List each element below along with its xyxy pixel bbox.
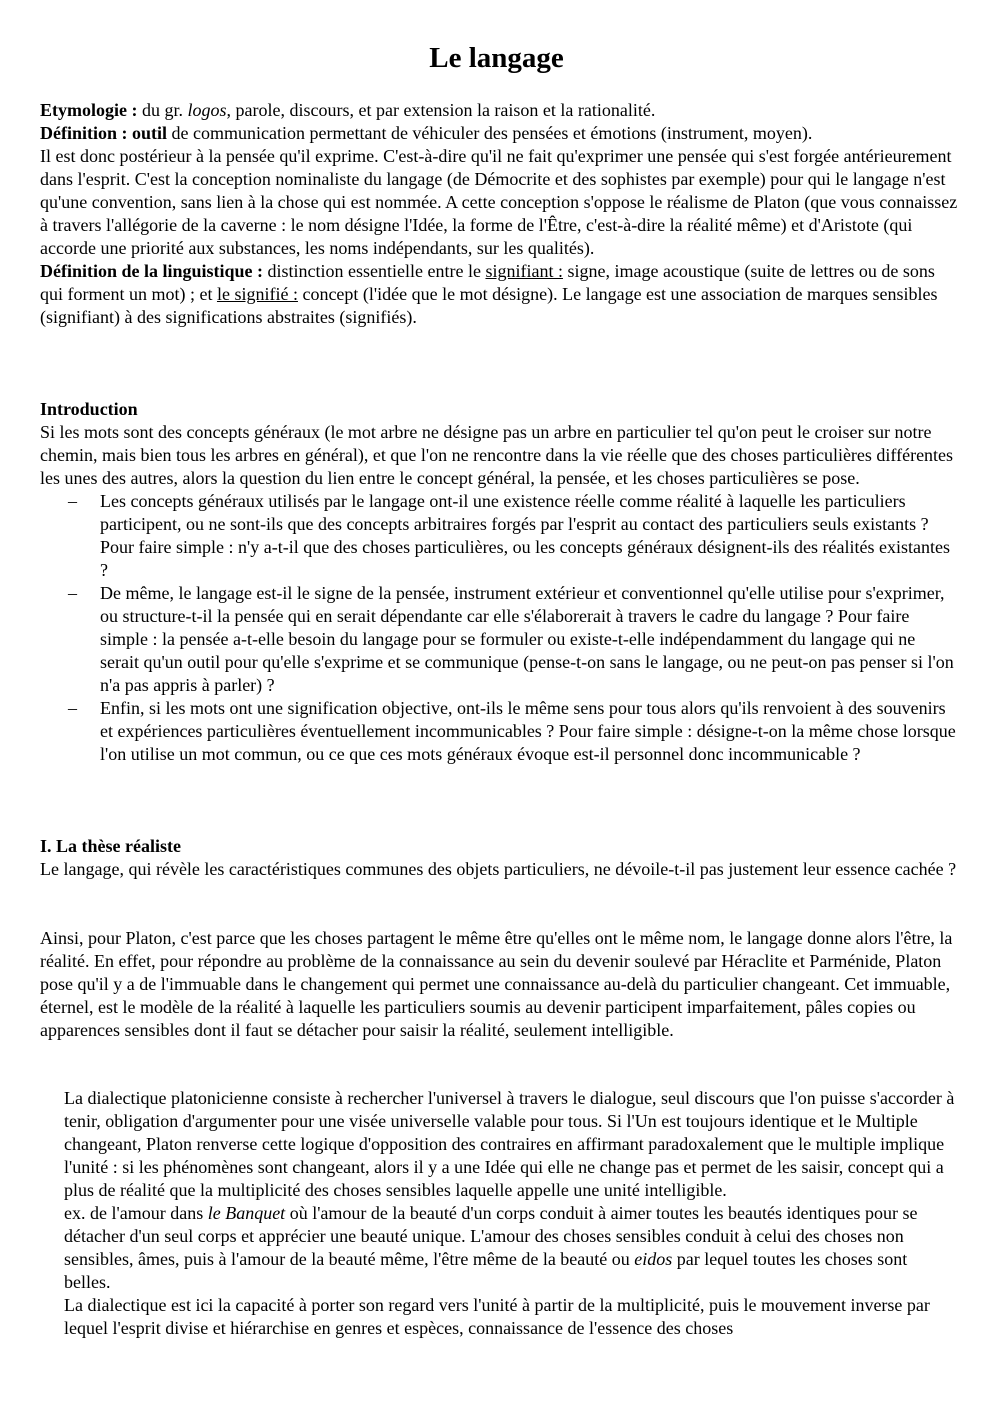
linguistics-text-2: signe, image acoustique (suite de lettres ou de sons qui forment un mot) ; et [40, 261, 935, 304]
realist-thesis-section [40, 835, 958, 881]
etymology-word: logos [187, 100, 227, 120]
dialectic-block [64, 1087, 957, 1340]
etymology-label: Etymologie : [40, 100, 138, 120]
nominalism-paragraph: Il est donc postérieur à la pensée qu'il exprime. C'est-à-dire qu'il ne fait qu'exprimer une pensée qui s'est forgée antérieurement dans l'esprit. C'est la conception nominaliste du langage (de Démocrite et des sophistes par exemple) pour qui le langage n'est qu'une convention, sans lien à la chose qui est nommée. A cette conception s'oppose le réalisme de Platon (que vous connaissez à travers l'allégorie de la caverne : le nom désigne l'Idée, la forme de l'Être, c'est-à-dire la réalité même) et d'Aristote (qui accorde une priorité aux substances, les noms indépendants, sur les qualités). [40, 146, 958, 258]
plato-paragraph: Ainsi, pour Platon, c'est parce que les choses partagent le même être qu'elles ont le même nom, le langage donne alors l'être, la réalité. En effet, pour répondre au problème de la connaissance au sein du devenir soulevé par Héraclite et Parménide, Platon pose qu'il y a de l'immuable dans le changement qui permet une connaissance au-delà du particulier changeant. Cet immuable, éternel, est le modèle de la réalité à laquelle les particuliers soumis au devenir participent imparfaitement, pâles copies ou apparences sensibles dont il faut se détacher pour saisir la réalité, seulement intelligible. [40, 928, 953, 1040]
banquet-title: le Banquet [207, 1203, 286, 1223]
banquet-example-paragraph [64, 1202, 957, 1294]
section-question: Le langage, qui révèle les caractéristiques communes des objets particuliers, ne dévoile-t-il pas justement leur essence cachée ? [40, 859, 957, 879]
list-item-text: De même, le langage est-il le signe de la pensée, instrument extérieur et conventionnel qu'elle utilise pour s'exprimer, ou structure-t-il la pensée qui en serait dépendante car elle s'élaborerait à travers le cadre du langage ? Pour faire simple : la pensée a-t-elle besoin du langage pour se formuler ou existe-t-elle indépendamment du langage qui ne serait qu'un outil pour qu'elle s'exprime et se communique (pense-t-on sans le langage, ou ne peut-on pas penser si l'on n'a pas appris à parler) ? [100, 583, 954, 695]
dialectic-paragraph: La dialectique platonicienne consiste à rechercher l'universel à travers le dialogue, seul discours que l'on puisse s'accorder à tenir, obligation d'argumenter pour une visée universelle valable pour tous. Si l'Un est toujours identique et le Multiple changeant, Platon renverse cette logique d'opposition des contraires en affirmant paradoxalement que le multiple implique l'unité : si les phénomènes sont changeant, alors il y a une Idée qui elle ne change pas et permet de les saisir, concept qui a plus de réalité que la multiplicité des choses sensibles laquelle appelle une unité intelligible. [64, 1088, 955, 1200]
eidos-term: eidos [634, 1249, 673, 1269]
list-item [40, 490, 958, 582]
linguistics-paragraph [40, 260, 958, 329]
example-text-2: où l'amour de la beauté d'un corps conduit à aimer toutes les beautés identiques pour se détacher d'un seul corps et apprécier une beauté unique. L'amour des choses sensibles conduit à celui des choses non sensibles, âmes, puis à l'amour de la beauté même, l'être même de la beauté ou [64, 1203, 918, 1269]
introduction-section [40, 398, 958, 766]
etymology-paragraph [40, 99, 958, 122]
linguistics-label: Définition de la linguistique : [40, 261, 264, 281]
list-item [40, 582, 958, 697]
example-text-1: ex. de l'amour dans [64, 1203, 208, 1223]
list-item [40, 697, 958, 766]
introduction-heading: Introduction [40, 399, 138, 419]
section-heading: I. La thèse réaliste [40, 836, 181, 856]
signifie-term: le signifié : [216, 284, 298, 304]
etymology-text: du gr. [137, 100, 188, 120]
definition-label: Définition : outil [40, 123, 168, 143]
definition-paragraph [40, 122, 958, 145]
definitions-section [40, 99, 958, 329]
plato-paragraph-block [40, 927, 958, 1042]
linguistics-text-3: concept (l'idée que le mot désigne). Le langage est une association de marques sensibles (signifiant) à des significations abstraites (signifiés). [40, 284, 938, 327]
introduction-question-list [40, 490, 958, 766]
page-title: Le langage [429, 42, 564, 74]
dialectic-paragraph-2: La dialectique est ici la capacité à porter son regard vers l'unité à partir de la multiplicité, puis le mouvement inverse par lequel l'esprit divise et hiérarchise en genres et espèces, connaissance de l'essence des choses [64, 1295, 930, 1338]
linguistics-text-1: distinction essentielle entre le [263, 261, 486, 281]
example-text-3: par lequel toutes les choses sont belles. [64, 1249, 908, 1292]
list-item-text: Les concepts généraux utilisés par le langage ont-il une existence réelle comme réalité à laquelle les particuliers participent, ou ne sont-ils que des concepts arbitraires forgés par l'esprit au contact des particuliers seuls existants ? Pour faire simple : n'y a-t-il que des choses particulières, ou les concepts généraux désignent-ils des réalités existantes ? [100, 491, 950, 580]
signifiant-term: signifiant : [485, 261, 563, 281]
dash-bullet: – [68, 583, 77, 603]
definition-text: de communication permettant de véhiculer des pensées et émotions (instrument, moyen). [167, 123, 813, 143]
introduction-paragraph: Si les mots sont des concepts généraux (le mot arbre ne désigne pas un arbre en particulier tel qu'on peut le croiser sur notre chemin, mais bien tous les arbres en général), et que l'on ne rencontre dans la vie réelle que des choses particulières différentes les unes des autres, alors la question du lien entre le concept général, la pensée, et les choses particulières se pose. [40, 422, 954, 488]
etymology-text-end: , parole, discours, et par extension la raison et la rationalité. [226, 100, 656, 120]
dash-bullet: – [68, 698, 77, 718]
dash-bullet: – [68, 491, 77, 511]
list-item-text: Enfin, si les mots ont une signification objective, ont-ils le même sens pour tous alors qu'ils renvoient à des souvenirs et expériences particulières éventuellement incommunicables ? Pour faire simple : désigne-t-on la même chose lorsque l'on utilise un mot commun, ou ce que ces mots généraux évoque est-il personnel donc incommunicable ? [100, 698, 956, 764]
